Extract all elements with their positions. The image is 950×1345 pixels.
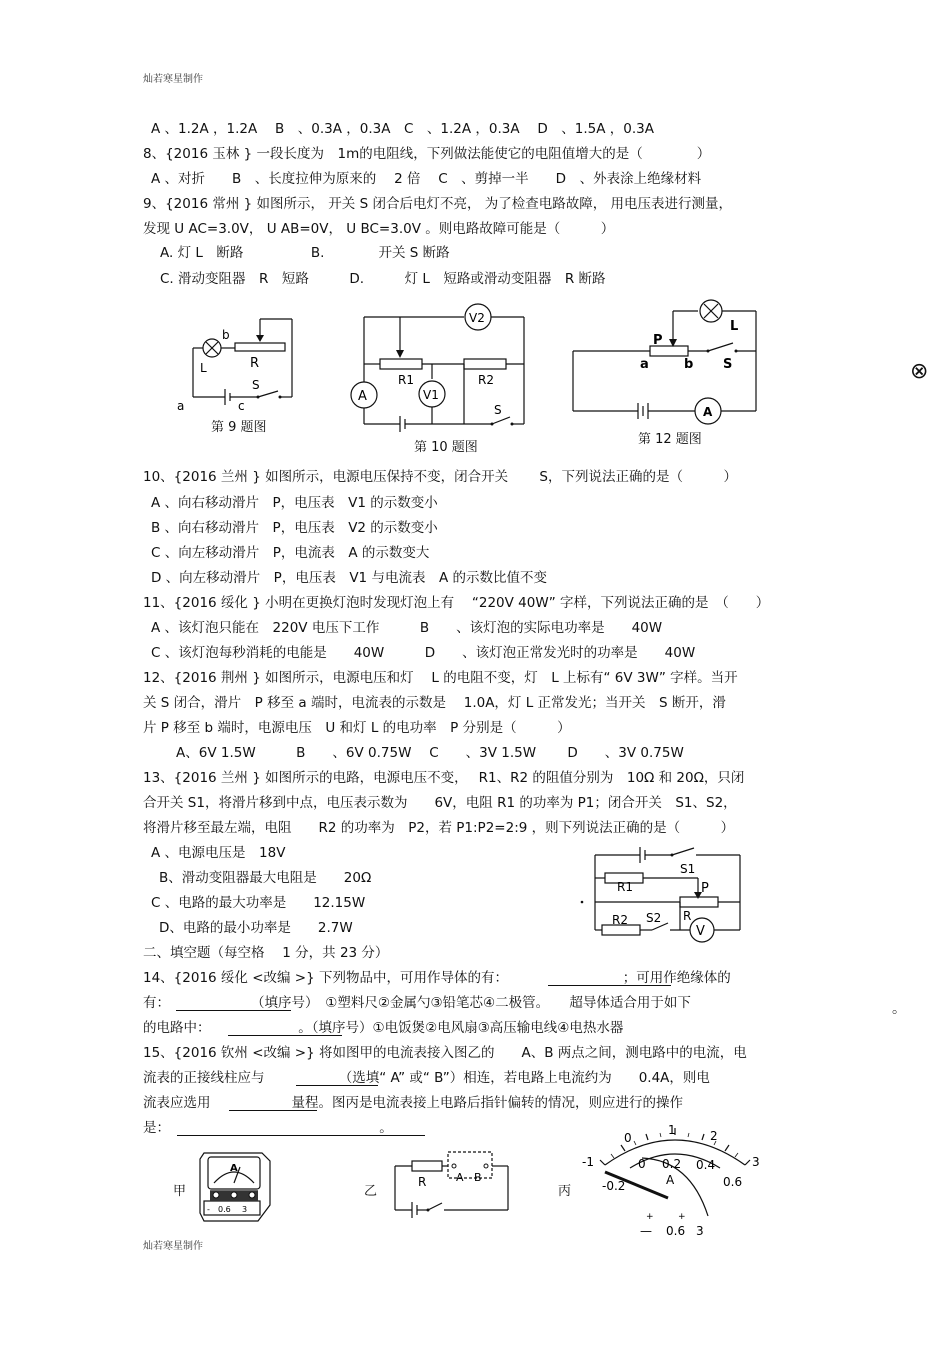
fig12-label-b: b bbox=[684, 357, 694, 372]
q9-options-cd: C. 滑动变阻器 R 短路 D. 灯 L 短路或滑动变阻器 R 断路 bbox=[160, 271, 606, 287]
q10-option-c: C 、向左移动滑片 P，电流表 A 的示数变大 bbox=[151, 545, 430, 561]
q8-options: A 、对折 B 、长度拉伸为原来的 2 倍 C 、剪掉一半 D 、外表涂上绝缘材料 bbox=[151, 171, 702, 187]
figure-13-circuit bbox=[580, 842, 750, 947]
bing-inner-02: 0.2 bbox=[662, 1157, 682, 1171]
bing-terminal-minus: — bbox=[640, 1224, 652, 1238]
q14-stem-3: 的电路中： 。（填序号）①电饭煲②电风扇③高压输电线④电热水器 bbox=[143, 1020, 624, 1036]
blank-line[interactable] bbox=[177, 1135, 425, 1136]
bing-inner-04: 0.4 bbox=[696, 1158, 716, 1172]
section-fill-in-title: 二、填空题（每空格 1 分，共 23 分） bbox=[143, 945, 389, 961]
margin-dot: 。 bbox=[892, 1001, 906, 1017]
q7-options: A 、1.2A ，1.2A B 、0.3A ，0.3A C 、1.2A ，0.3A D 、1.5A ，0.3A bbox=[151, 121, 654, 137]
fig12-label-a: a bbox=[640, 357, 649, 372]
figure-10-caption: 第 10 题图 bbox=[414, 440, 478, 455]
q13-stem-3: 将滑片移至最左端，电阻 R2 的功率为 P2，若 P1:P2=2:9 ，则下列说法正确的是（ ） bbox=[143, 820, 735, 836]
q15-stem-2: 流表的正接线柱应与 （选填“ A” 或“ B”）相连，若电路上电流约为 0.4A，则电 bbox=[143, 1070, 710, 1086]
bing-tick-1: 1 bbox=[668, 1123, 676, 1137]
yi-label-r: R bbox=[418, 1175, 427, 1189]
q11-options-ab: A 、该灯泡只能在 220V 电压下工作 B 、该灯泡的实际电功率是 40W bbox=[151, 620, 663, 636]
q13-option-a: A 、电源电压是 18V bbox=[151, 845, 286, 861]
fig9-label-l: L bbox=[200, 361, 207, 375]
blank-line[interactable] bbox=[296, 1085, 378, 1086]
q9-options-ab: A. 灯 L 断路 B. 开关 S 断路 bbox=[160, 245, 450, 261]
fig13-label-r1: R1 bbox=[617, 880, 633, 894]
q15-stem-4: 是： 。 bbox=[143, 1120, 393, 1136]
fig12-label-l: L bbox=[730, 319, 739, 334]
q9-stem-2: 发现 U AC=3.0V， U AB=0V， U BC=3.0V 。则电路故障可能是（ ） bbox=[143, 221, 615, 237]
bing-tick-2: 2 bbox=[710, 1129, 718, 1143]
q14-stem-2: 有： （填序号） ①塑料尺②金属勺③铅笔芯④二极管。 超导体适合用于如下 bbox=[143, 995, 691, 1011]
q13-option-c: C 、电路的最大功率是 12.15W bbox=[151, 895, 366, 911]
fig13-label-v: V bbox=[696, 924, 705, 939]
q13-option-d: D、电路的最小功率是 2.7W bbox=[159, 920, 353, 936]
bing-terminal-3: 3 bbox=[696, 1224, 704, 1238]
yi-label-a: A bbox=[456, 1171, 464, 1184]
fig10-label-v2: V2 bbox=[469, 311, 485, 325]
q12-stem-3: 片 P 移至 b 端时，电源电压 U 和灯 L 的电功率 P 分别是（ ） bbox=[143, 720, 571, 736]
fig12-label-p: P bbox=[653, 333, 663, 348]
figure-9-circuit bbox=[170, 313, 305, 415]
figure-12-caption: 第 12 题图 bbox=[638, 432, 702, 447]
fig12-label-a-meter: A bbox=[703, 405, 713, 419]
bing-tick-0: 0 bbox=[624, 1131, 632, 1145]
yi-label-b: B bbox=[474, 1171, 482, 1184]
fig13-label-s1: S1 bbox=[680, 862, 696, 876]
jia-label-3: 3 bbox=[242, 1205, 248, 1214]
page-header: 灿若寒星制作 bbox=[143, 74, 203, 85]
figure-bing-meter-dial bbox=[580, 1120, 770, 1240]
figure-bing-label: 丙 bbox=[558, 1184, 572, 1199]
page-footer: 灿若寒星制作 bbox=[143, 1241, 203, 1252]
q8-stem: 8、{2016 玉林 } 一段长度为 1m的电阻线，下列做法能使它的电阻值增大的是（ ） bbox=[143, 146, 711, 162]
q15-stem: 15、{2016 钦州 <改编 >} 将如图甲的电流表接入图乙的 A、B 两点之间，测电路中的电流，电 bbox=[143, 1045, 747, 1061]
fig13-label-r: R bbox=[683, 909, 692, 923]
blank-line[interactable] bbox=[229, 1110, 317, 1111]
figure-yi-label: 乙 bbox=[364, 1184, 378, 1199]
fig10-label-r2: R2 bbox=[478, 373, 494, 387]
q10-option-b: B 、向右移动滑片 P，电压表 V2 的示数变小 bbox=[151, 520, 438, 536]
blank-line[interactable] bbox=[228, 1035, 342, 1036]
fig9-label-b: b bbox=[222, 328, 230, 342]
fig9-label-s: S bbox=[252, 378, 260, 392]
q10-option-a: A 、向右移动滑片 P，电压表 V1 的示数变小 bbox=[151, 495, 438, 511]
jia-label-06: 0.6 bbox=[218, 1205, 231, 1214]
q15-stem-3: 流表应选用 量程。图丙是电流表接上电路后指针偏转的情况，则应进行的操作 bbox=[143, 1095, 683, 1111]
q12-stem: 12、{2016 荆州 } 如图所示，电源电压和灯 L 的电阻不变，灯 L 上标有“ 6V 3W” 字样。当开 bbox=[143, 670, 738, 686]
jia-label-minus: - bbox=[207, 1205, 210, 1214]
figure-10-circuit bbox=[342, 302, 532, 437]
bing-tick-minus-1: -1 bbox=[582, 1155, 594, 1169]
fig13-label-r2: R2 bbox=[612, 913, 628, 927]
q13-stem: 13、{2016 兰州 } 如图所示的电路，电源电压不变， R1、R2 的阻值分别为 10Ω 和 20Ω，只闭 bbox=[143, 770, 745, 786]
q12-options: A、6V 1.5W B 、6V 0.75W C 、3V 1.5W D 、3V 0.75W bbox=[176, 745, 684, 761]
q11-stem: 11、{2016 绥化 } 小明在更换灯泡时发现灯泡上有 “220V 40W” 字样，下列说法正确的是 （ ） bbox=[143, 595, 770, 611]
blank-line[interactable] bbox=[176, 1010, 291, 1011]
q10-stem: 10、{2016 兰州 } 如图所示，电源电压保持不变，闭合开关 S，下列说法正确的是（ ） bbox=[143, 469, 737, 485]
figure-jia-label: 甲 bbox=[173, 1184, 187, 1199]
figure-yi-circuit bbox=[390, 1148, 515, 1223]
q12-stem-2: 关 S 闭合，滑片 P 移至 a 端时，电流表的示数是 1.0A，灯 L 正常发光；当开关 S 断开，滑 bbox=[143, 695, 726, 711]
fig13-label-s2: S2 bbox=[646, 911, 662, 925]
q11-options-cd: C 、该灯泡每秒消耗的电能是 40W D 、该灯泡正常发光时的功率是 40W bbox=[151, 645, 696, 661]
figure-12-circuit bbox=[568, 296, 763, 426]
q13-option-b: B、滑动变阻器最大电阻是 20Ω bbox=[159, 870, 372, 886]
svg-text:+: + bbox=[646, 1212, 654, 1222]
bing-inner-06: 0.6 bbox=[723, 1175, 743, 1189]
q10-option-d: D 、向左移动滑片 P，电压表 V1 与电流表 A 的示数比值不变 bbox=[151, 570, 547, 586]
bing-inner-minus-02: -0.2 bbox=[602, 1179, 626, 1193]
fig10-label-v1: V1 bbox=[423, 388, 439, 402]
q14-stem: 14、{2016 绥化 <改编 >} 下列物品中，可用作导体的有： ；可用作绝缘体的 bbox=[143, 970, 731, 986]
fig9-label-c: c bbox=[238, 399, 245, 413]
bing-inner-0: 0 bbox=[638, 1157, 646, 1171]
bing-terminal-06: 0.6 bbox=[666, 1224, 686, 1238]
blank-line[interactable] bbox=[548, 985, 671, 986]
fig13-label-p: P bbox=[701, 881, 709, 896]
lamp-symbol-icon: ⊗ bbox=[910, 359, 929, 384]
fig10-label-r1: R1 bbox=[398, 373, 414, 387]
figure-9-caption: 第 9 题图 bbox=[211, 420, 267, 435]
q9-stem: 9、{2016 常州 } 如图所示， 开关 S 闭合后电灯不亮， 为了检查电路故障， 用电压表进行测量， bbox=[143, 196, 733, 212]
fig12-label-s: S bbox=[723, 357, 733, 372]
q13-stem-2: 合开关 S1，将滑片移到中点，电压表示数为 6V，电阻 R1 的功率为 P1；闭合开关 S1、S2， bbox=[143, 795, 737, 811]
bing-tick-3: 3 bbox=[752, 1155, 760, 1169]
fig10-label-a: A bbox=[358, 389, 367, 404]
fig9-label-a: a bbox=[177, 399, 185, 413]
fig9-label-r: R bbox=[250, 356, 260, 371]
svg-text:+: + bbox=[678, 1212, 686, 1222]
bing-label-a: A bbox=[666, 1173, 675, 1187]
figure-jia-ammeter bbox=[196, 1145, 276, 1227]
jia-label-a: A bbox=[230, 1163, 238, 1174]
fig10-label-s: S bbox=[494, 403, 502, 417]
